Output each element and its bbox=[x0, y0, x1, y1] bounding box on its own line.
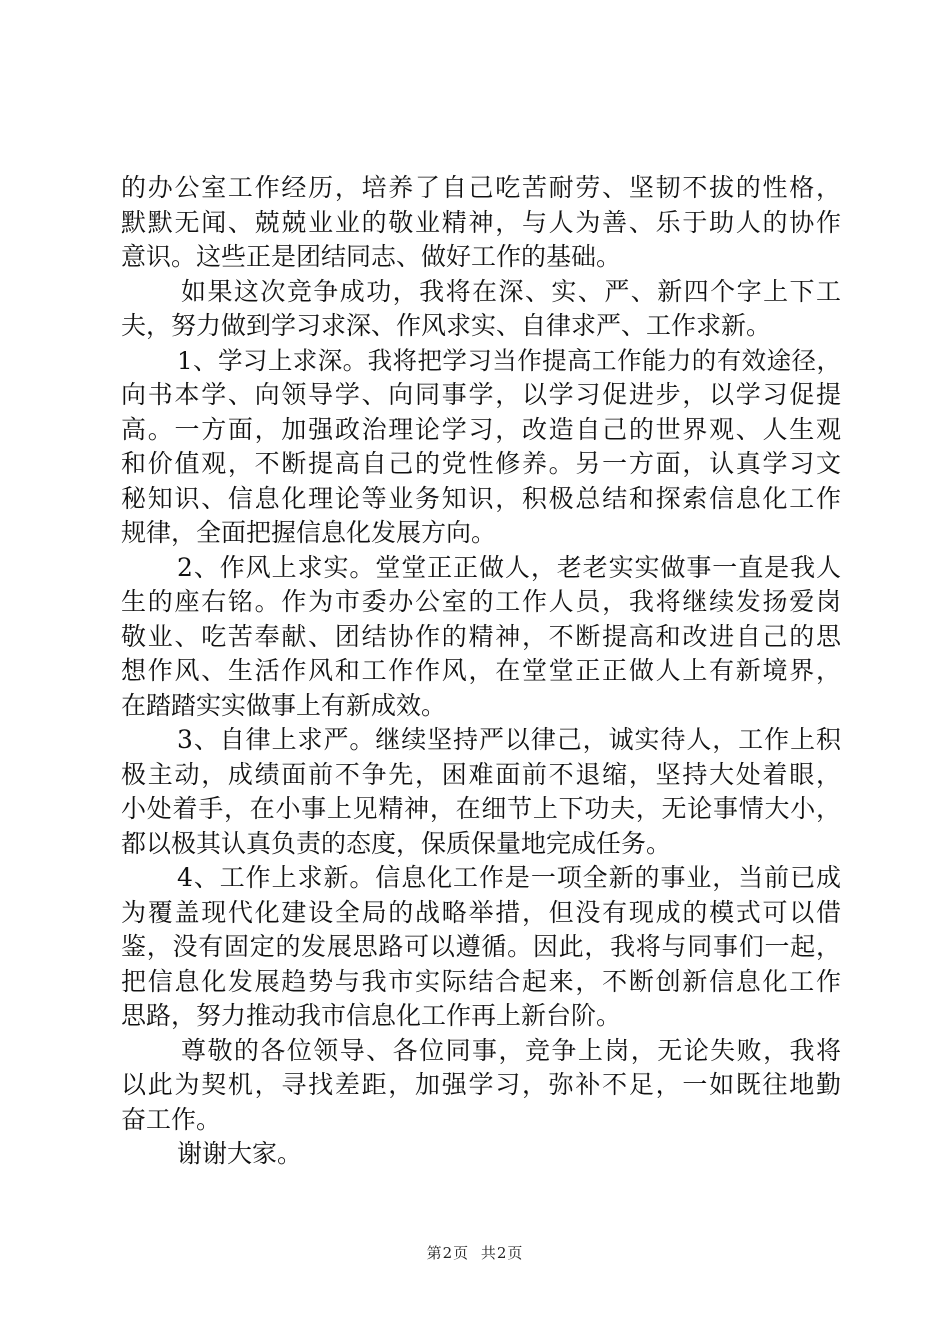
text-line: 规律，全面把握信息化发展方向。 bbox=[121, 518, 497, 547]
text-line: 默默无闻、兢兢业业的敬业精神，与人为善、乐于助人的协作 bbox=[121, 207, 841, 237]
text-line: 4、工作上求新。信息化工作是一项全新的事业，当前已成 bbox=[177, 863, 841, 892]
paragraph bbox=[121, 861, 841, 1034]
text-line: 鉴，没有固定的发展思路可以遵循。因此，我将与同事们一起， bbox=[121, 932, 841, 961]
text-line: 3、自律上求严。继续坚持严以律己，诚实待人，工作上积 bbox=[177, 725, 841, 754]
paragraph bbox=[121, 171, 841, 275]
text-line: 1、学习上求深。我将把学习当作提高工作能力的有效途径， bbox=[177, 345, 841, 375]
text-line: 把信息化发展趋势与我市实际结合起来，不断创新信息化工作 bbox=[121, 966, 841, 996]
text-line: 尊敬的各位领导、各位同事，竞争上岗，无论失败，我将 bbox=[181, 1035, 841, 1065]
text-line: 为覆盖现代化建设全局的战略举措，但没有现成的模式可以借 bbox=[121, 897, 841, 927]
text-line: 向书本学、向领导学、向同事学，以学习促进步，以学习促提 bbox=[121, 380, 841, 409]
paragraph bbox=[121, 723, 841, 861]
paragraph bbox=[121, 551, 841, 724]
page-footer bbox=[0, 1243, 950, 1263]
paragraph bbox=[121, 344, 841, 551]
text-line: 在踏踏实实做事上有新成效。 bbox=[121, 690, 447, 720]
text-line: 以此为契机，寻找差距，加强学习，弥补不足，一如既往地勤 bbox=[121, 1070, 841, 1099]
text-line: 极主动，成绩面前不争先，困难面前不退缩，坚持大处着眼， bbox=[121, 759, 841, 789]
text-line: 小处着手，在小事上见精神，在细节上下功夫，无论事情大小， bbox=[121, 794, 841, 823]
text-line: 高。一方面，加强政治理论学习，改造自己的世界观、人生观 bbox=[121, 414, 841, 444]
text-line: 意识。这些正是团结同志、做好工作的基础。 bbox=[121, 242, 622, 271]
text-line: 敬业、吃苦奉献、团结协作的精神，不断提高和改进自己的思 bbox=[121, 621, 841, 651]
text-line: 如果这次竞争成功，我将在深、实、严、新四个字上下工 bbox=[181, 276, 841, 306]
text-line: 想作风、生活作风和工作作风，在堂堂正正做人上有新境界， bbox=[121, 656, 841, 685]
text-line: 谢谢大家。 bbox=[177, 1139, 303, 1168]
text-line: 秘知识、信息化理论等业务知识，积极总结和探索信息化工作 bbox=[121, 483, 841, 513]
text-line: 的办公室工作经历，培养了自己吃苦耐劳、坚韧不拔的性格， bbox=[121, 173, 841, 202]
text-line: 都以极其认真负责的态度，保质保量地完成任务。 bbox=[121, 828, 672, 858]
text-line: 和价值观，不断提高自己的党性修养。另一方面，认真学习文 bbox=[121, 449, 841, 478]
page-number: 第2页 bbox=[426, 1244, 470, 1262]
paragraph bbox=[121, 1034, 841, 1138]
paragraph bbox=[121, 1137, 841, 1172]
text-line: 2、作风上求实。堂堂正正做人，老老实实做事一直是我人 bbox=[177, 552, 841, 582]
text-line: 奋工作。 bbox=[121, 1104, 222, 1134]
text-line: 思路，努力推动我市信息化工作再上新台阶。 bbox=[121, 1001, 622, 1030]
document-body bbox=[121, 171, 841, 1172]
text-line: 夫，努力做到学习求深、作风求实、自律求严、工作求新。 bbox=[121, 311, 772, 340]
page-total: 共2页 bbox=[480, 1244, 524, 1262]
text-line: 生的座右铭。作为市委办公室的工作人员，我将继续发扬爱岗 bbox=[121, 587, 841, 616]
paragraph bbox=[121, 275, 841, 344]
